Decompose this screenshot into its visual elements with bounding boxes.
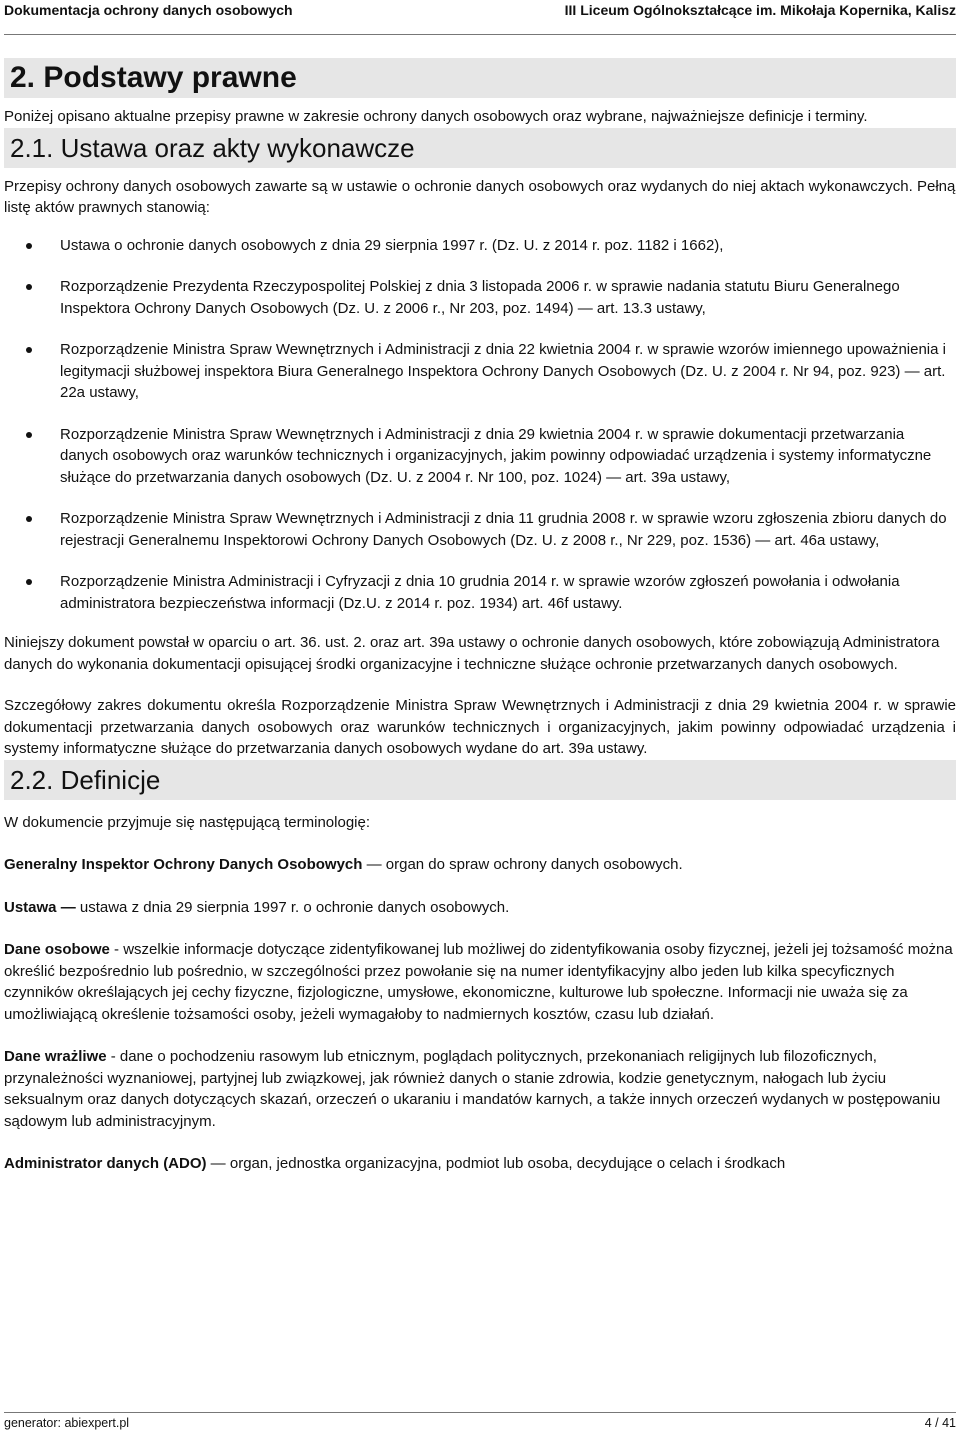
definition-text: - wszelkie informacje dotyczące zidentyfikowanej lub możliwej do zidentyfikowania osoby fizycznej, jeżeli jej tożsamość można określić bezpośrednio lub pośrednio, w szczególności przez powołanie się na numer identyfikacyjny albo jeden lub kilka specyficznych czynników określających jej cechy fizyczne, fizjologiczne, umysłowe, ekonomiczne, kulturowe lub społeczne. Informacji nie uważa się za umożliwiającą określenie tożsamości osoby, jeżeli wymagałoby to nadmiernych kosztów, czasu lub działań. [4,941,953,1023]
generator-credit: generator: abiexpert.pl [4,1416,130,1430]
definition-text: — organ do spraw ochrony danych osobowych. [362,856,683,873]
list-item-text: Rozporządzenie Ministra Administracji i Cyfryzacji z dnia 10 grudnia 2014 r. w sprawie wzorów zgłoszeń powołania i odwołania administratora bezpieczeństwa informacji (Dz.U. z 2014 r. poz. 1934) art. 46f ustawy. [60,573,900,612]
bullet-icon [26,432,32,438]
bullet-icon [26,243,32,249]
bullet-icon [26,516,32,522]
section-2-1-intro: Przepisy ochrony danych osobowych zawarte są w ustawie o ochronie danych osobowych oraz wydanych do niej aktach wykonawczych. Pełną listę aktów prawnych stanowią: [4,177,956,216]
definition-term: Administrator danych (ADO) [4,1155,207,1172]
scope-paragraph: Szczegółowy zakres dokumentu określa Rozporządzenie Ministra Spraw Wewnętrznych i Administracji z dnia 29 kwietnia 2004 r. w sprawie dokumentacji przetwarzania danych osobowych oraz warunków technicznych i organizacyjnych, jakim powinny odpowiadać urządzenia i systemy informatyczne służące do przetwarzania danych osobowych wydane do art. 39a ustawy. [4,697,956,757]
definition-term: Dane osobowe [4,941,110,958]
list-item [4,235,956,257]
page-header [4,0,956,35]
section-heading-2-2: 2.2. Definicje [4,760,956,800]
organization-name: III Liceum Ogólnokształcące im. Mikołaja Kopernika, Kalisz [564,2,956,18]
list-item [4,508,956,551]
legal-acts-list [4,235,956,615]
bullet-icon [26,284,32,290]
definition-text: ustawa z dnia 29 sierpnia 1997 r. o ochronie danych osobowych. [75,898,510,916]
definition-giodo [4,854,956,876]
list-item [4,571,956,614]
page-number: 4 / 41 [924,1416,956,1430]
document-title: Dokumentacja ochrony danych osobowych [4,2,293,18]
definition-term: Dane wrażliwe [4,1048,107,1065]
list-item [4,339,956,404]
section-heading-2: 2. Podstawy prawne [4,58,956,98]
definition-dane-osobowe [4,939,956,1025]
bullet-icon [26,347,32,353]
definition-dane-wrazliwe [4,1046,956,1132]
basis-paragraph: Niniejszy dokument powstał w oparciu o art. 36. ust. 2. oraz art. 39a ustawy o ochronie danych osobowych, które zobowiązują Administratora danych do wykonania dokumentacji opisującej środki organizacyjne i techniczne służące ochronie przetwarzanych danych osobowych. [4,634,940,673]
list-item-text: Ustawa o ochronie danych osobowych z dnia 29 sierpnia 1997 r. (Dz. U. z 2014 r. poz. 1182 i 1662), [60,236,724,254]
definition-administrator [4,1153,956,1175]
definition-ustawa [4,897,956,919]
definition-text: - dane o pochodzeniu rasowym lub etnicznym, poglądach politycznych, przekonaniach religijnych lub filozoficznych, przynależności wyznaniowej, partyjnej lub związkowej, jak również danych o stanie zdrowia, kodzie genetycznym, nałogach lub życiu seksualnym oraz danych dotyczących skazań, orzeczeń o ukaraniu i mandatów karnych, a także innych orzeczeń wydanych w postępowaniu sądowym lub administracyjnym. [4,1048,941,1130]
page-footer [4,1412,956,1430]
list-item [4,276,956,319]
definition-term: Ustawa — [4,898,76,916]
bullet-icon [26,579,32,585]
definitions-intro: W dokumencie przyjmuje się następującą terminologię: [4,813,371,831]
list-item-text: Rozporządzenie Ministra Spraw Wewnętrznych i Administracji z dnia 11 grudnia 2008 r. w sprawie wzoru zgłoszenia zbioru danych do rejestracji Generalnemu Inspektorowi Ochrony Danych Osobowych (Dz. U. z 2008 r., Nr 229, poz. 1536) — art. 46a ustawy, [60,510,947,549]
definition-term: Generalny Inspektor Ochrony Danych Osobowych [4,856,363,873]
section-heading-2-1: 2.1. Ustawa oraz akty wykonawcze [4,128,956,168]
section-2-intro: Poniżej opisano aktualne przepisy prawne w zakresie ochrony danych osobowych oraz wybrane, najważniejsze definicje i terminy. [4,108,868,125]
list-item-text: Rozporządzenie Prezydenta Rzeczypospolitej Polskiej z dnia 3 listopada 2006 r. w sprawie nadania statutu Biuru Generalnego Inspektora Ochrony Danych Osobowych (Dz. U. z 2006 r., Nr 203, poz. 1494) — art. 13.3 ustawy, [60,278,900,317]
list-item-text: Rozporządzenie Ministra Spraw Wewnętrznych i Administracji z dnia 22 kwietnia 2004 r. w sprawie wzorów imiennego upoważnienia i legitymacji służbowej inspektora Biura Generalnego Inspektora Ochrony Danych Osobowych (Dz. U. z 2004 r. Nr 94, poz. 923) — art. 22a ustawy, [60,341,946,401]
list-item-text: Rozporządzenie Ministra Spraw Wewnętrznych i Administracji z dnia 29 kwietnia 2004 r. w sprawie dokumentacji przetwarzania danych osobowych oraz warunków technicznych i organizacyjnych, jakim powinny odpowiadać urządzenia i systemy informatyczne służące do przetwarzania danych osobowych (Dz. U. z 2004 r. Nr 100, poz. 1024) — art. 39a ustawy, [60,425,932,486]
definition-text: — organ, jednostka organizacyjna, podmiot lub osoba, decydujące o celach i środkach [206,1155,786,1172]
list-item [4,424,956,489]
document-body [4,58,956,1175]
